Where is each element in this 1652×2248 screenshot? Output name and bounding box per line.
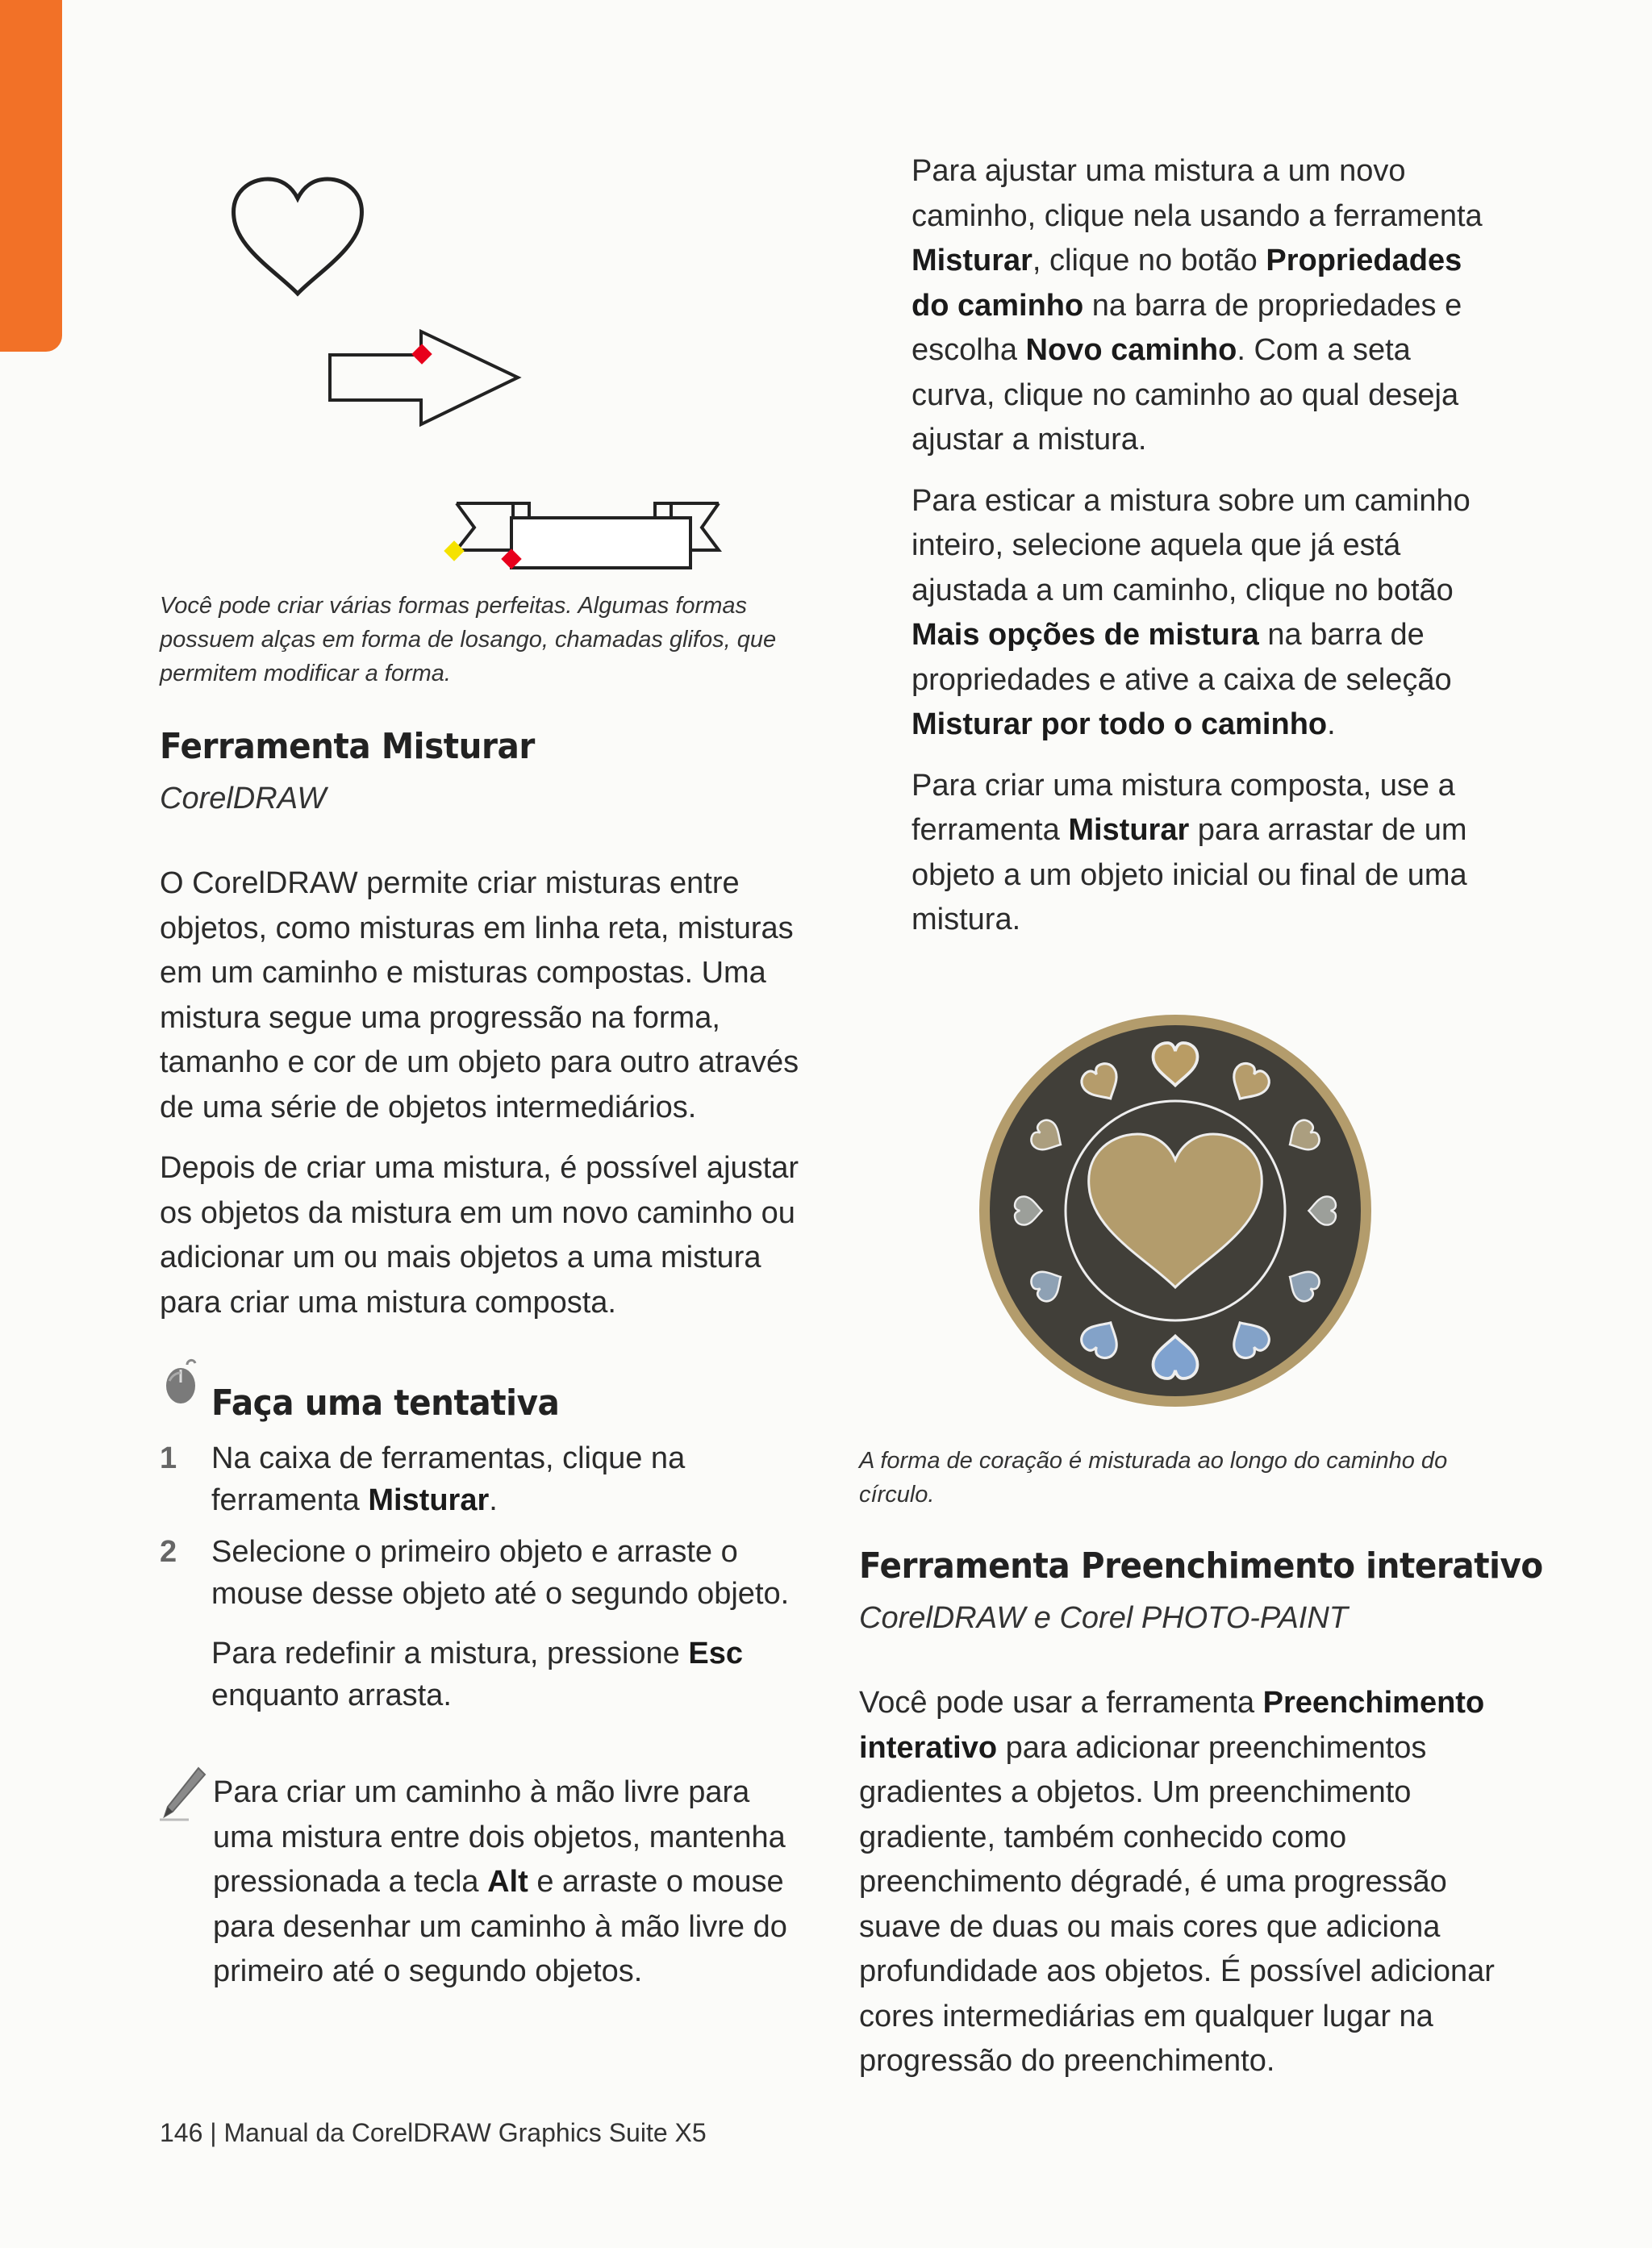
step-bold: Misturar (368, 1483, 490, 1517)
paragraph: Depois de criar uma mistura, é possível ajustar os objetos da mistura em um novo caminho ou adicionar um ou mais objetos a uma mistura para criar uma mistura composta. (160, 1151, 799, 1320)
step-note (211, 1633, 805, 1716)
pencil-icon (160, 1765, 208, 1821)
step-text: Selecione o primeiro objeto e arraste o mouse desse objeto até o segundo objeto. (211, 1535, 790, 1611)
paragraph: Para esticar a mistura sobre um caminho inteiro, selecione aquela que já está ajustada a um caminho, clique no botão Mais opções de mistura na barra de propriedades e ative a caixa de seleção Misturar por todo o caminho. (912, 483, 1471, 741)
figure-caption: A forma de coração é misturada ao longo do caminho do círculo. (859, 1448, 1448, 1508)
banner-shape (448, 500, 727, 573)
page-footer: 146 | Manual da CorelDRAW Graphics Suite X5 (160, 2118, 707, 2147)
paragraph: Para ajustar uma mistura a um novo caminho, clique nela usando a ferramenta Misturar, clique no botão Propriedades do caminho na barra de propriedades e escolha Novo caminho. Com a seta curva, clique no caminho ao qual deseja ajustar a mistura. (912, 154, 1483, 457)
section-title: Ferramenta Misturar (160, 726, 535, 767)
tryit-title: Faça uma tentativa (211, 1383, 560, 1424)
step-number: 1 (160, 1441, 177, 1475)
note-text: enquanto arrasta. (211, 1679, 452, 1712)
heart-blend-illustration (978, 1013, 1373, 1408)
heart-shape (229, 176, 366, 297)
step-2 (160, 1531, 805, 1615)
section-subtitle: CorelDRAW (160, 782, 327, 815)
step-number: 2 (160, 1535, 177, 1569)
step-text: . (489, 1483, 498, 1517)
paragraph: Você pode usar a ferramenta Preenchimento interativo para adicionar preenchimentos gradientes a objetos. Um preenchimento gradiente, também conhecido como preenchimento dégradé, é uma progressão suave de duas ou mais cores que adiciona profundidade aos objetos. É possível adicionar cores intermediárias em qualquer lugar na progressão do preenchimento. (859, 1686, 1495, 2078)
mouse-icon (163, 1358, 200, 1405)
step-text: Na caixa de ferramentas, clique na ferramenta (211, 1441, 686, 1517)
chapter-tab (0, 0, 62, 352)
note-text: Para redefinir a mistura, pressione (211, 1637, 689, 1670)
arrow-shape (327, 329, 521, 434)
paragraph: Para criar uma mistura composta, use a ferramenta Misturar para arrastar de um objeto a um objeto inicial ou final de uma mistura. (912, 768, 1467, 936)
section-subtitle: CorelDRAW e Corel PHOTO-PAINT (859, 1601, 1348, 1635)
figure-caption: Você pode criar várias formas perfeitas. Algumas formas possuem alças em forma de losango, chamadas glifos, que permitem modificar a forma. (160, 593, 777, 686)
paragraph: O CorelDRAW permite criar misturas entre objetos, como misturas em linha reta, misturas em um caminho e misturas compostas. Uma mistura segue uma progressão na forma, tamanho e cor de um objeto para outro através de uma série de objetos intermediários. (160, 866, 799, 1124)
note-bold: Esc (688, 1637, 743, 1670)
section-title: Ferramenta Preenchimento interativo (859, 1545, 1543, 1587)
step-1 (160, 1437, 805, 1521)
tip-text: Para criar um caminho à mão livre para uma mistura entre dois objetos, mantenha pressionada a tecla Alt e arraste o mouse para desenhar um caminho à mão livre do primeiro até o segundo objetos. (213, 1775, 787, 1988)
